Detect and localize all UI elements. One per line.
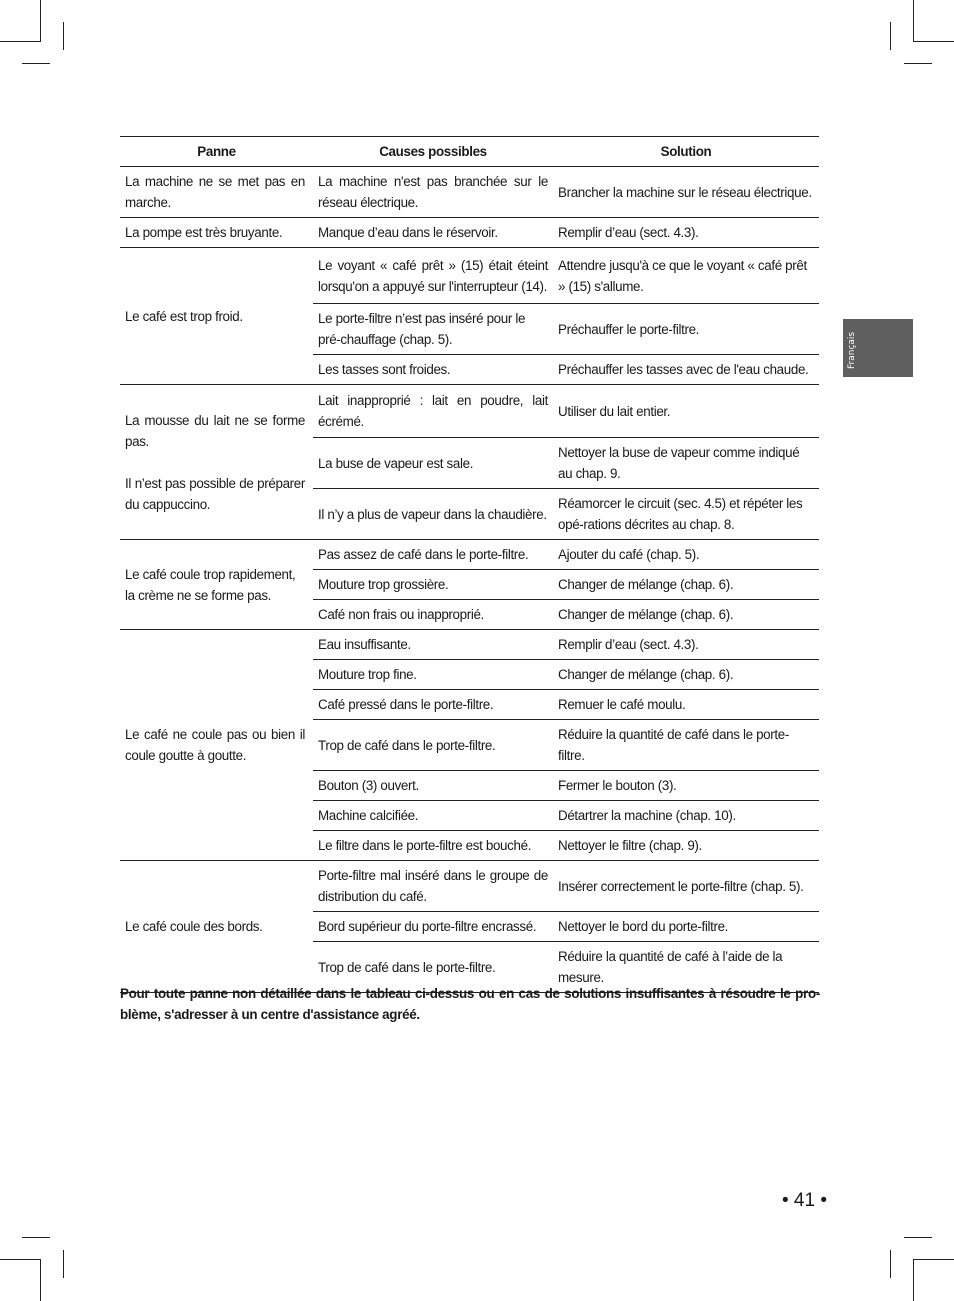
solution-cell: Attendre jusqu'à ce que le voyant « café prêt » (15) s'allume. — [553, 248, 819, 304]
cause-cell: La buse de vapeur est sale. — [313, 438, 553, 489]
crop-mark — [890, 1250, 891, 1278]
solution-cell: Préchauffer les tasses avec de l'eau chaude. — [553, 355, 819, 385]
cause-cell: Le porte-filtre n’est pas inséré pour le pré-chauffage (chap. 5). — [313, 304, 553, 355]
troubleshooting-table — [120, 136, 819, 993]
cause-cell: La machine n'est pas branchée sur le réseau électrique. — [313, 167, 553, 218]
crop-mark — [63, 1250, 64, 1278]
table-row — [120, 540, 819, 570]
cause-cell: Eau insuffisante. — [313, 630, 553, 660]
cause-cell: Lait inapproprié : lait en poudre, lait écrémé. — [313, 385, 553, 438]
cause-cell: Trop de café dans le porte-filtre. — [313, 942, 553, 993]
table-row — [120, 630, 819, 660]
solution-cell: Nettoyer le bord du porte-filtre. — [553, 912, 819, 942]
crop-mark — [40, 1259, 41, 1301]
solution-cell: Nettoyer le filtre (chap. 9). — [553, 831, 819, 861]
language-tab — [843, 319, 913, 377]
crop-mark — [0, 41, 40, 42]
table-row — [120, 385, 819, 438]
solution-cell: Changer de mélange (chap. 6). — [553, 660, 819, 690]
cause-cell: Machine calcifiée. — [313, 801, 553, 831]
crop-mark — [904, 1237, 932, 1238]
table-row — [120, 167, 819, 218]
cause-cell: Mouture trop grossière. — [313, 570, 553, 600]
header-solution: Solution — [553, 137, 819, 167]
solution-cell: Réduire la quantité de café à l’aide de la mesure. — [553, 942, 819, 993]
cause-cell: Le filtre dans le porte-filtre est bouché. — [313, 831, 553, 861]
crop-mark — [63, 22, 64, 50]
crop-mark — [0, 1259, 40, 1260]
crop-mark — [904, 63, 932, 64]
solution-cell: Préchauffer le porte-filtre. — [553, 304, 819, 355]
cause-cell: Porte-filtre mal inséré dans le groupe de distribution du café. — [313, 861, 553, 912]
crop-mark — [914, 41, 954, 42]
solution-cell: Ajouter du café (chap. 5). — [553, 540, 819, 570]
solution-cell: Changer de mélange (chap. 6). — [553, 600, 819, 630]
cause-cell: Mouture trop fine. — [313, 660, 553, 690]
cause-cell: Bouton (3) ouvert. — [313, 771, 553, 801]
solution-cell: Insérer correctement le porte-filtre (chap. 5). — [553, 861, 819, 912]
solution-cell: Nettoyer la buse de vapeur comme indiqué au chap. 9. — [553, 438, 819, 489]
panne-cell: La machine ne se met pas en marche. — [120, 167, 313, 218]
table-row — [120, 218, 819, 248]
panne-cell: La pompe est très bruyante. — [120, 218, 313, 248]
cause-cell: Trop de café dans le porte-filtre. — [313, 720, 553, 771]
crop-mark — [890, 22, 891, 50]
panne-cell — [120, 385, 313, 540]
table-row — [120, 248, 819, 304]
solution-cell: Réduire la quantité de café dans le porte-filtre. — [553, 720, 819, 771]
solution-cell: Détartrer la machine (chap. 10). — [553, 801, 819, 831]
header-causes: Causes possibles — [313, 137, 553, 167]
cause-cell: Café non frais ou inapproprié. — [313, 600, 553, 630]
solution-cell: Remplir d’eau (sect. 4.3). — [553, 218, 819, 248]
crop-mark — [22, 63, 50, 64]
footer-note: Pour toute panne non détaillée dans le tableau ci-dessus ou en cas de solutions insuffisantes à résoudre le pro-blème, s'adresser à un centre d'assistance agréé. — [120, 986, 820, 1022]
crop-mark — [40, 0, 41, 42]
panne-cell: Le café est trop froid. — [120, 248, 313, 385]
crop-mark — [914, 1259, 954, 1260]
solution-cell: Remplir d’eau (sect. 4.3). — [553, 630, 819, 660]
cause-cell: Pas assez de café dans le porte-filtre. — [313, 540, 553, 570]
panne-cell: Le café coule trop rapidement, la crème ne se forme pas. — [120, 540, 313, 630]
cause-cell: Les tasses sont froides. — [313, 355, 553, 385]
cause-cell: Café pressé dans le porte-filtre. — [313, 690, 553, 720]
panne-cell: Le café coule des bords. — [120, 861, 313, 993]
language-tab-label: Français — [847, 331, 857, 369]
cause-cell: Manque d’eau dans le réservoir. — [313, 218, 553, 248]
crop-mark — [913, 0, 914, 42]
solution-cell: Changer de mélange (chap. 6). — [553, 570, 819, 600]
cause-cell: Le voyant « café prêt » (15) était éteint lorsqu'on a appuyé sur l'interrupteur (14). — [313, 248, 553, 304]
solution-cell: Remuer le café moulu. — [553, 690, 819, 720]
cause-cell: Bord supérieur du porte-filtre encrassé. — [313, 912, 553, 942]
panne-text: La mousse du lait ne se forme pas. — [125, 412, 305, 449]
crop-mark — [22, 1237, 50, 1238]
solution-cell: Fermer le bouton (3). — [553, 771, 819, 801]
solution-cell: Brancher la machine sur le réseau électrique. — [553, 167, 819, 218]
page-number: • 41 • — [782, 1190, 827, 1211]
crop-mark — [913, 1259, 914, 1301]
panne-extra-text: Il n’est pas possible de préparer du cappuccino. — [125, 475, 305, 512]
table-row — [120, 861, 819, 912]
solution-cell: Réamorcer le circuit (sec. 4.5) et répéter les opé-rations décrites au chap. 8. — [553, 489, 819, 540]
solution-cell: Utiliser du lait entier. — [553, 385, 819, 438]
panne-cell: Le café ne coule pas ou bien il coule goutte à goutte. — [120, 630, 313, 861]
cause-cell: Il n’y a plus de vapeur dans la chaudière. — [313, 489, 553, 540]
header-panne: Panne — [120, 137, 313, 167]
table-header-row — [120, 137, 819, 167]
